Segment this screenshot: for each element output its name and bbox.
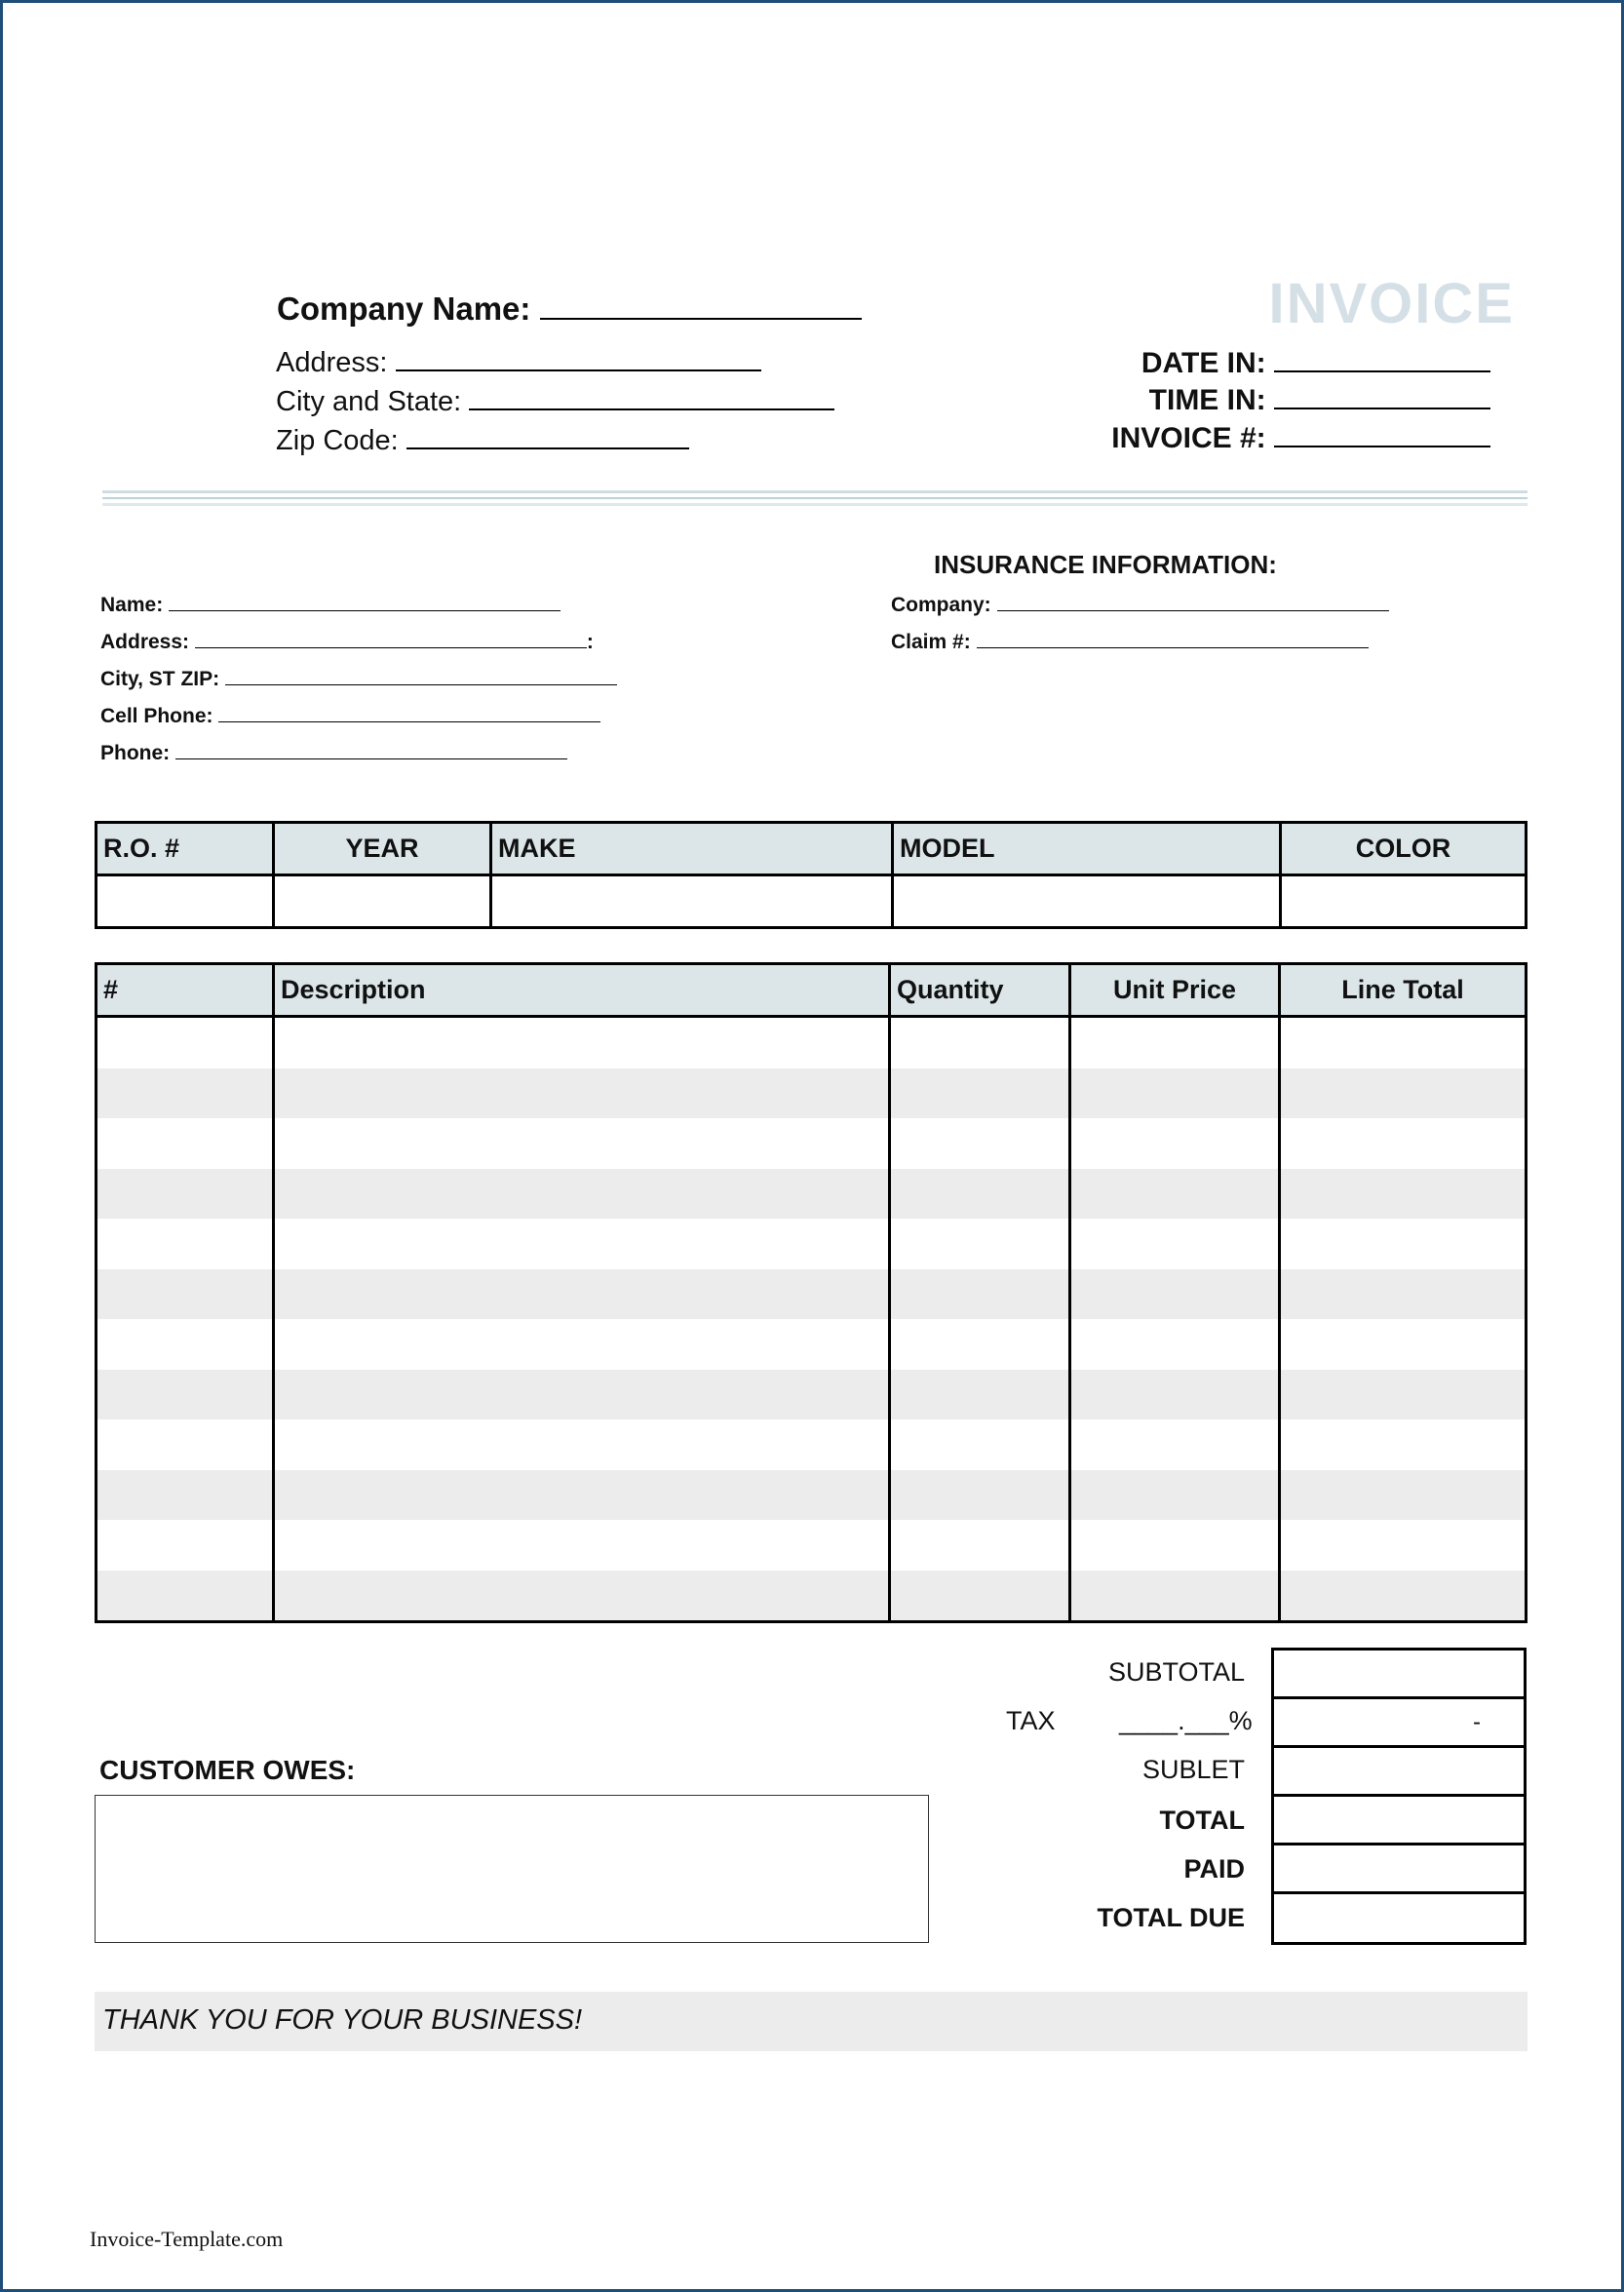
divider-line-middle xyxy=(102,497,1527,499)
city-state-label: City and State: xyxy=(276,386,462,417)
vehicle-year-cell[interactable] xyxy=(274,875,491,928)
time-in-label: TIME IN: xyxy=(1148,384,1266,416)
items-col-line-total: Line Total xyxy=(1280,964,1527,1017)
table-row xyxy=(97,1068,1527,1119)
vehicle-model-cell[interactable] xyxy=(893,875,1281,928)
date-in-line[interactable] xyxy=(1274,370,1490,372)
table-row xyxy=(97,1319,1527,1370)
items-col-unit-price: Unit Price xyxy=(1070,964,1280,1017)
thank-you-banner xyxy=(95,1992,1527,2051)
customer-city-field xyxy=(100,668,617,691)
divider-line-top xyxy=(102,490,1527,493)
zip-line[interactable] xyxy=(406,447,689,449)
company-name-label: Company Name: xyxy=(277,291,531,327)
city-state-line[interactable] xyxy=(469,408,834,410)
insurance-claim-field xyxy=(891,631,1369,654)
invoice-title: INVOICE xyxy=(1268,272,1515,335)
customer-name-label: Name: xyxy=(100,594,164,616)
vehicle-color-cell[interactable] xyxy=(1281,875,1527,928)
total-due-value[interactable] xyxy=(1271,1891,1527,1945)
insurance-claim-label: Claim #: xyxy=(891,631,971,653)
company-name-line[interactable] xyxy=(540,318,862,320)
customer-cell-label: Cell Phone: xyxy=(100,705,213,727)
customer-name-line[interactable] xyxy=(169,610,561,611)
table-row xyxy=(97,1118,1527,1169)
table-row xyxy=(97,1470,1527,1521)
vehicle-make-cell[interactable] xyxy=(491,875,893,928)
vehicle-col-model: MODEL xyxy=(893,823,1281,875)
insurance-title: INSURANCE INFORMATION: xyxy=(934,550,1277,579)
vehicle-table xyxy=(95,821,1527,929)
city-state-field xyxy=(276,386,834,418)
time-in-line[interactable] xyxy=(1274,408,1490,409)
customer-city-label: City, ST ZIP: xyxy=(100,668,220,690)
table-row xyxy=(97,1219,1527,1269)
zip-label: Zip Code: xyxy=(276,425,399,456)
sublet-value[interactable] xyxy=(1271,1745,1527,1797)
paid-value[interactable] xyxy=(1271,1843,1527,1894)
customer-address-suffix: : xyxy=(586,631,594,653)
subtotal-label: SUBTOTAL xyxy=(1107,1657,1245,1687)
vehicle-col-make: MAKE xyxy=(491,823,893,875)
date-in-field xyxy=(1141,347,1490,380)
invoice-number-line[interactable] xyxy=(1274,446,1490,447)
items-col-number: # xyxy=(97,964,274,1017)
vehicle-col-ro: R.O. # xyxy=(97,823,274,875)
customer-address-line[interactable] xyxy=(195,647,587,648)
customer-owes-box[interactable] xyxy=(95,1795,929,1943)
tax-label: TAX xyxy=(1006,1706,1056,1735)
insurance-company-field xyxy=(891,594,1389,617)
customer-owes-title: CUSTOMER OWES: xyxy=(99,1755,356,1785)
vehicle-col-color: COLOR xyxy=(1281,823,1527,875)
customer-name-field xyxy=(100,594,561,617)
table-row xyxy=(97,1269,1527,1320)
zip-field xyxy=(276,425,689,457)
table-row xyxy=(97,1419,1527,1470)
invoice-number-label: INVOICE #: xyxy=(1111,422,1266,454)
time-in-field xyxy=(1149,384,1490,417)
customer-phone-line[interactable] xyxy=(175,758,567,759)
subtotal-value[interactable] xyxy=(1271,1648,1527,1699)
table-row xyxy=(97,1169,1527,1220)
customer-city-line[interactable] xyxy=(225,684,617,685)
paid-label: PAID xyxy=(1183,1854,1245,1884)
table-row xyxy=(97,1370,1527,1420)
table-row xyxy=(97,1520,1527,1571)
invoice-number-field xyxy=(1111,422,1490,455)
customer-address-label: Address: xyxy=(100,631,190,653)
total-due-label: TOTAL DUE xyxy=(1097,1903,1245,1932)
vehicle-entry-row xyxy=(97,875,1527,928)
customer-phone-label: Phone: xyxy=(100,742,171,764)
total-label: TOTAL xyxy=(1159,1806,1245,1835)
items-header-row xyxy=(97,964,1527,1017)
customer-address-field xyxy=(100,631,594,654)
company-name-field xyxy=(277,291,862,328)
customer-cell-line[interactable] xyxy=(218,721,600,722)
items-col-description: Description xyxy=(274,964,890,1017)
total-value[interactable] xyxy=(1271,1794,1527,1845)
tax-rate[interactable]: ____.___% xyxy=(1119,1706,1253,1735)
date-in-label: DATE IN: xyxy=(1141,347,1266,379)
address-label: Address: xyxy=(276,347,388,378)
items-col-quantity: Quantity xyxy=(890,964,1070,1017)
customer-phone-field xyxy=(100,742,567,765)
vehicle-header-row xyxy=(97,823,1527,875)
vehicle-col-year: YEAR xyxy=(274,823,491,875)
insurance-company-label: Company: xyxy=(891,594,991,616)
address-line[interactable] xyxy=(396,369,761,371)
tax-value: - xyxy=(1473,1709,1481,1735)
tax-value-box[interactable] xyxy=(1271,1696,1527,1748)
address-field xyxy=(276,347,761,379)
insurance-company-line[interactable] xyxy=(997,610,1389,611)
table-row xyxy=(97,1571,1527,1622)
footer-source: Invoice-Template.com xyxy=(90,2227,284,2251)
table-row xyxy=(97,1017,1527,1068)
insurance-claim-line[interactable] xyxy=(977,647,1369,648)
sublet-label: SUBLET xyxy=(1141,1755,1245,1784)
customer-cell-field xyxy=(100,705,600,728)
items-table xyxy=(95,962,1527,1623)
divider-line-bottom xyxy=(102,503,1527,506)
thank-you-text: THANK YOU FOR YOUR BUSINESS! xyxy=(102,2004,583,2036)
vehicle-ro-cell[interactable] xyxy=(97,875,274,928)
